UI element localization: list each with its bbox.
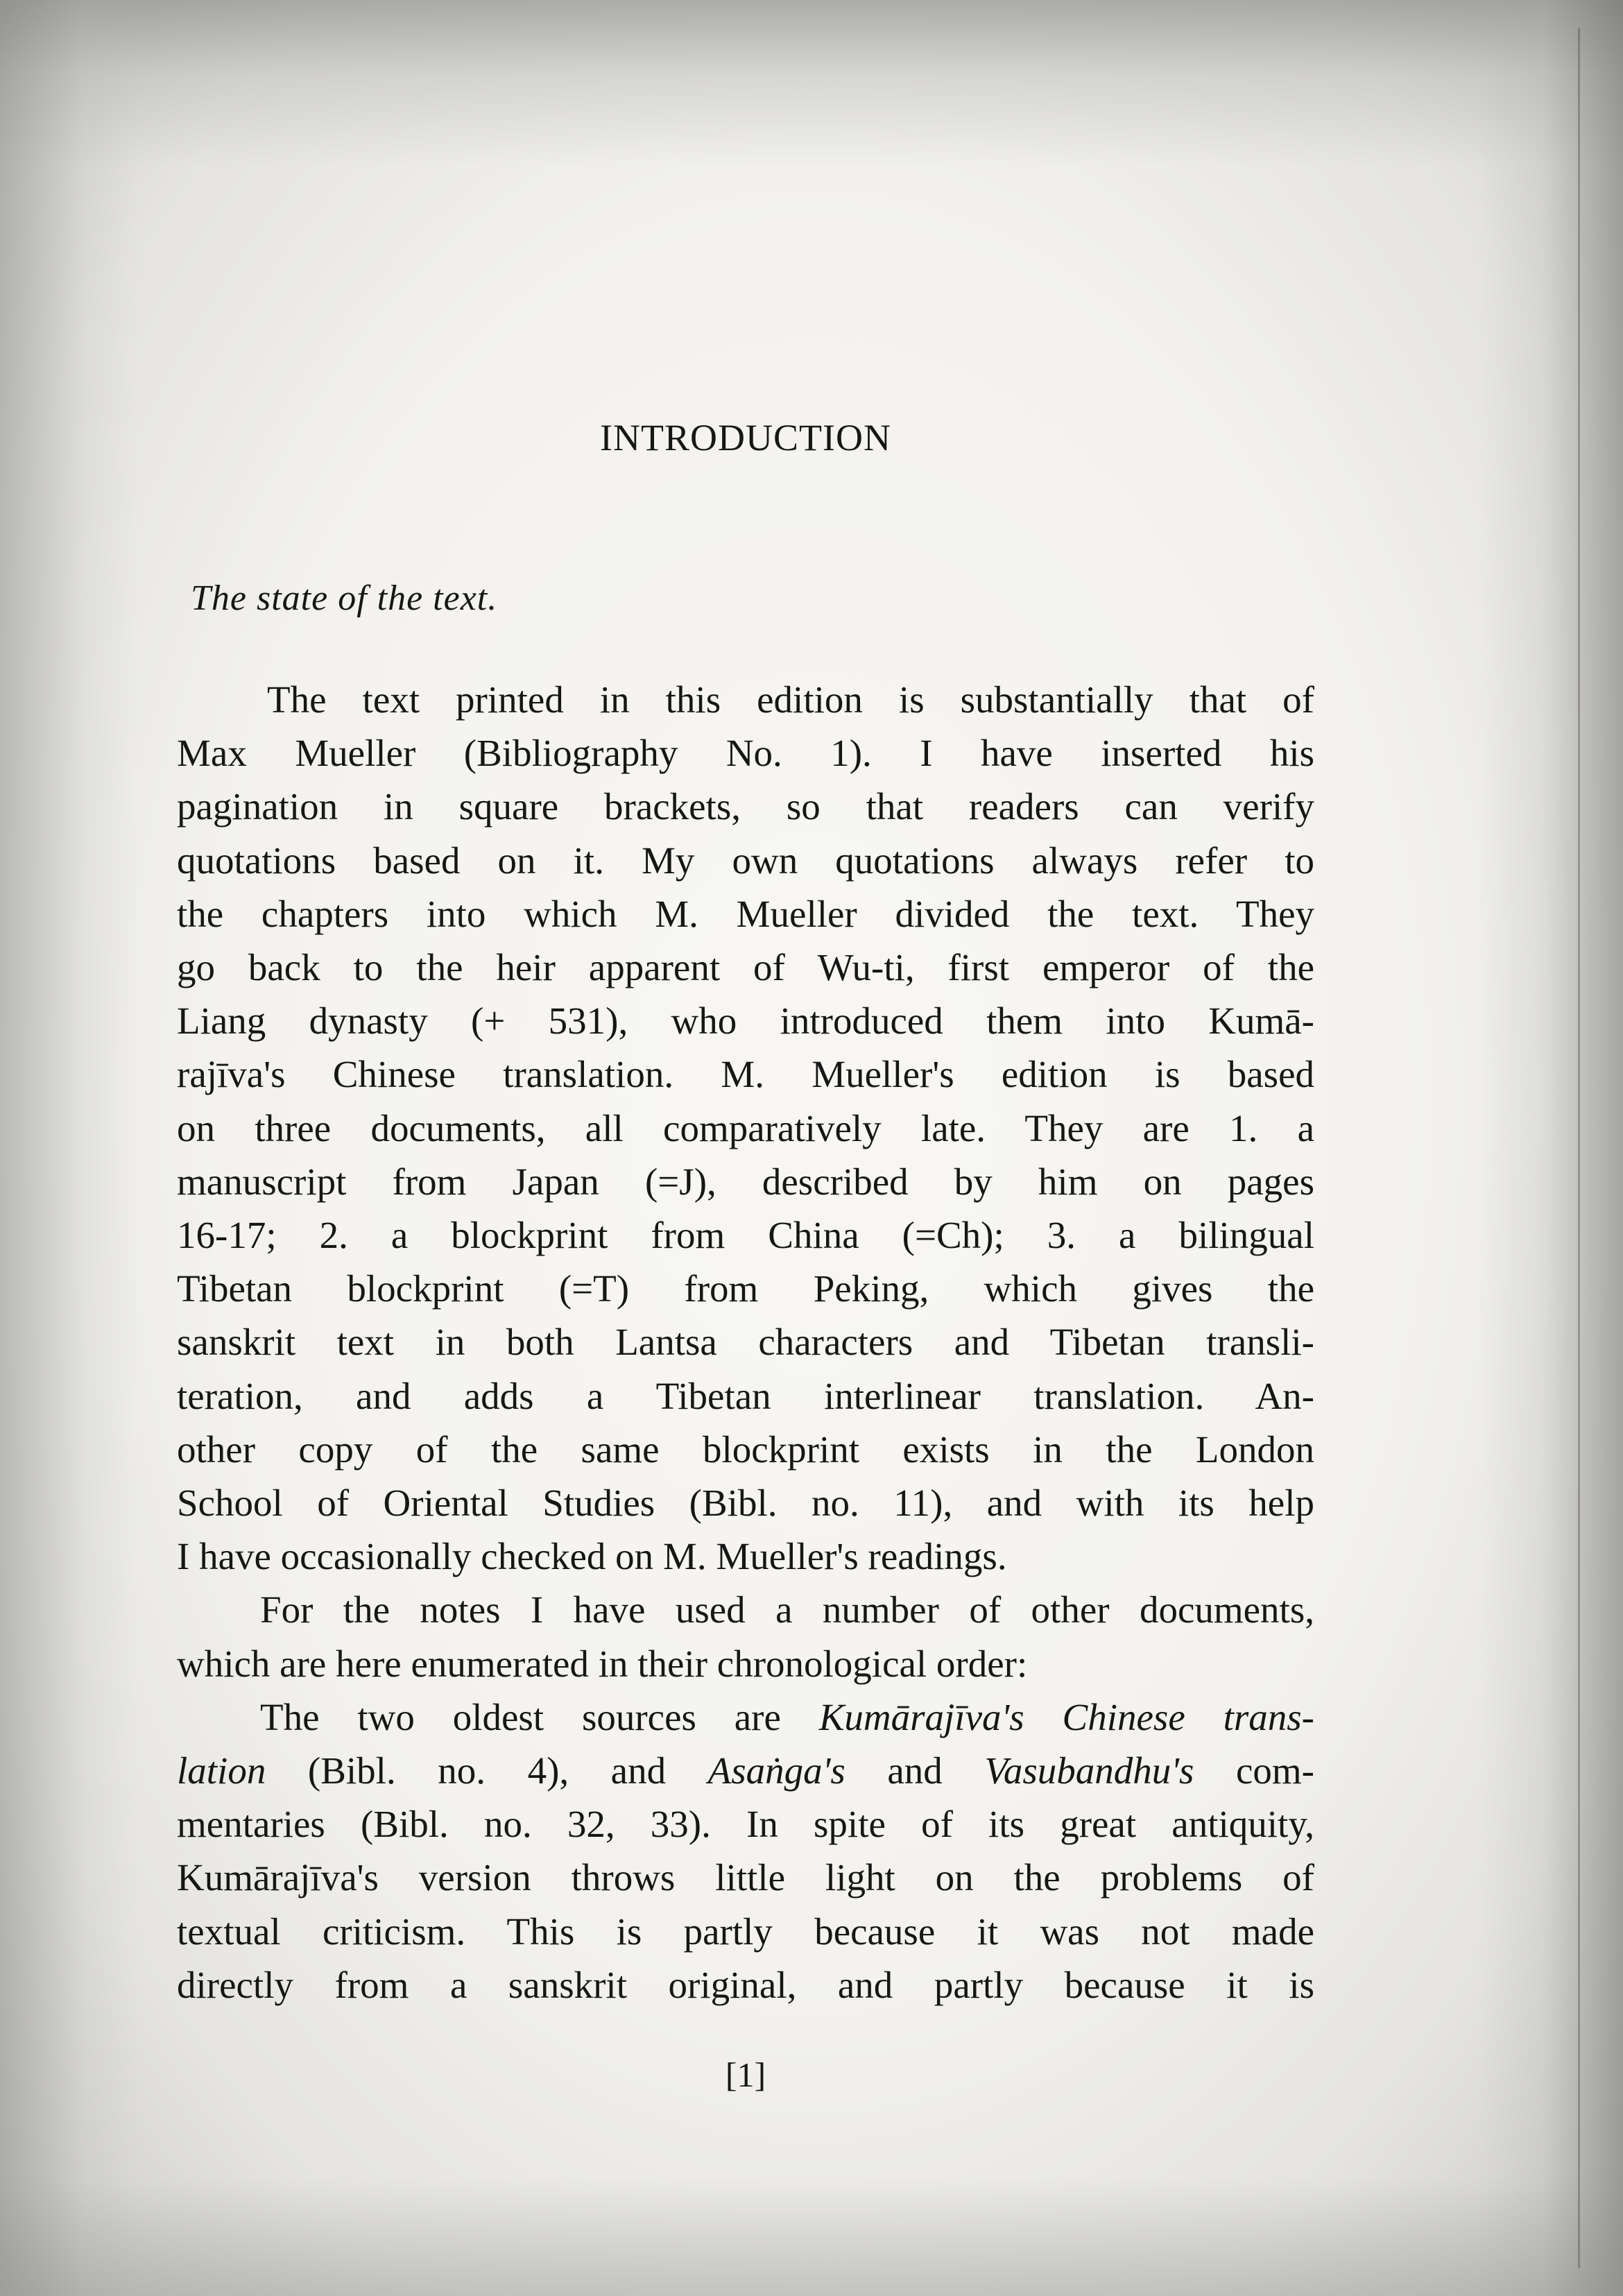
scan-shadow-left [0, 0, 139, 2296]
text-line: teration, and adds a Tibetan interlinear translation. An- [177, 1374, 1314, 1417]
text-line: rajīva's Chinese translation. M. Mueller's edition is based [177, 1053, 1314, 1096]
paragraph-2 [177, 1583, 1314, 1690]
italic-title: lation [177, 1749, 266, 1792]
text-line: mentaries (Bibl. no. 32, 33). In spite of its great antiquity, [177, 1803, 1314, 1846]
text-line: other copy of the same blockprint exists in the London [177, 1428, 1314, 1471]
text-line: which are here enumerated in their chronological order: [177, 1642, 1028, 1685]
text-line: I have occasionally checked on M. Mueller's readings. [177, 1535, 1007, 1578]
body-text [177, 673, 1314, 2012]
scan-shadow-bottom [0, 2178, 1623, 2296]
paragraph-3 [177, 1690, 1314, 2012]
page-edge-line [1578, 28, 1580, 2268]
text-line: Kumārajīva's version throws little light on the problems of [177, 1856, 1314, 1899]
text-line [177, 1744, 1314, 1797]
italic-name: Vasubandhu's [984, 1749, 1194, 1792]
text-run: The two oldest sources are [260, 1695, 819, 1738]
text-line: quotations based on it. My own quotations always refer to [177, 839, 1314, 882]
text-line: 16-17; 2. a blockprint from China (=Ch); 3. a bilingual [177, 1214, 1314, 1257]
text-line: School of Oriental Studies (Bibl. no. 11), and with its help [177, 1482, 1314, 1525]
italic-name: Asaṅga's [707, 1749, 845, 1792]
text-line: the chapters into which M. Mueller divided the text. They [177, 892, 1314, 935]
text-line: pagination in square brackets, so that readers can verify [177, 785, 1314, 828]
text-line: go back to the heir apparent of Wu-ti, first emperor of the [177, 946, 1314, 989]
text-line: Max Mueller (Bibliography No. 1). I have inserted his [177, 732, 1314, 775]
section-title: The state of the text. [191, 579, 498, 618]
text-line: Tibetan blockprint (=T) from Peking, which gives the [177, 1267, 1314, 1310]
text-line: manuscript from Japan (=J), described by him on pages [177, 1160, 1314, 1203]
text-line: on three documents, all comparatively late. They are 1. a [177, 1106, 1314, 1149]
text-run: (Bibl. no. 4), and [266, 1749, 708, 1792]
text-line: textual criticism. This is partly because it was not made [177, 1910, 1314, 1953]
text-line: For the notes I have used a number of other documents, [260, 1588, 1314, 1631]
scan-shadow-top [0, 0, 1623, 166]
text-line [177, 1690, 1314, 1744]
text-line: Liang dynasty (+ 531), who introduced them into Kumā- [177, 1000, 1314, 1043]
text-line: sanskrit text in both Lantsa characters and Tibetan transli- [177, 1321, 1314, 1364]
scan-shadow-right [1477, 0, 1623, 2296]
italic-title: Kumārajīva's Chinese trans- [818, 1695, 1314, 1738]
chapter-heading: INTRODUCTION [600, 417, 891, 459]
text-run: com- [1194, 1749, 1314, 1792]
text-line: The text printed in this edition is substantially that of [267, 678, 1314, 721]
paragraph-1 [177, 673, 1314, 1583]
text-line: directly from a sanskrit original, and partly because it is [177, 1963, 1314, 2006]
page-number: [1] [725, 2055, 766, 2094]
text-run: and [845, 1749, 985, 1792]
